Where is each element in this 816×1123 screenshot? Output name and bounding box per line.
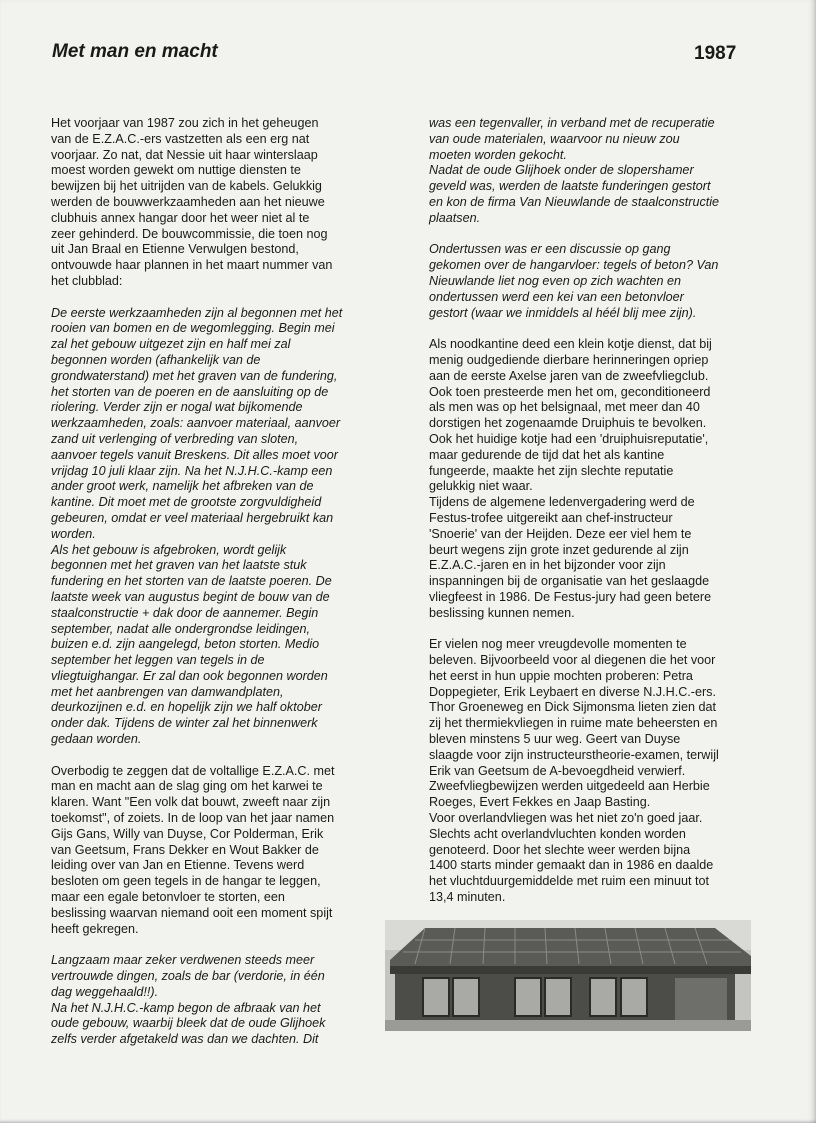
paragraph: was een tegenvaller, in verband met de recuperatie van oude materialen, waarvoor nu nieuw zou moeten worden gekocht. <box>429 116 715 162</box>
paragraph: Na het N.J.H.C.-kamp begon de afbraak van het oude gebouw, waarbij bleek dat de oude Glijhoek zelfs verder afgetakeld was dan we dachten. Dit <box>51 1000 326 1047</box>
clubhouse-photo <box>385 920 751 1031</box>
paragraph: Voor overlandvliegen was het niet zo'n goed jaar. Slechts acht overlandvluchten konden worden genoteerd. Door het slechte weer werden bijna 1400 starts minder gemaakt dan in 1986 en daalde het vluchtduurgemiddelde met ruim een minuut tot 13,4 minuten. <box>429 811 714 905</box>
left-column <box>51 116 369 1064</box>
page-title: Met man en macht <box>52 41 218 62</box>
paragraph: Langzaam maar zeker verdwenen steeds meer vertrouwde dingen, zoals de bar (verdorie, in één dag weggehaald!!). <box>51 953 325 999</box>
paragraph: Als noodkantine deed een klein kotje dienst, dat bij menig oudgediende dierbare herinneringen opriep aan de eerste Axelse jaren van de zweefvliegclub. Ook toen presteerde men het om, geconditioneerd als men was op het belsignaal, met meer dan 40 dorstigen het zogenaamde Druiphuis te bevolken. Ook het huidige kotje had een 'druiphuisreputatie', maar gedurende de tijd dat het als kantine fungeerde, maakte het zijn slechte reputatie gelukkig niet waar. <box>429 337 712 494</box>
paragraph: Tijdens de algemene ledenvergadering werd de Festus-trofee uitgereikt aan chef-instructeur 'Snoerie' van der Heijden. Deze eer viel hem te beurt wegens zijn grote inzet gedurende al zijn E.Z.A.C.-jaren en in het bijzonder voor zijn inspanningen bij de organisatie van het geslaagde vliegfeest in 1986. De Festus-jury had geen betere beslissing kunnen nemen. <box>429 495 712 620</box>
page-year: 1987 <box>694 43 737 64</box>
paragraph: Nadat de oude Glijhoek onder de slopershamer geveld was, werden de laatste funderingen gestort en kon de firma Van Nieuwlande de staalconstructie plaatsen. <box>429 163 720 225</box>
paragraph: Er vielen nog meer vreugdevolle momenten te beleven. Bijvoorbeeld voor al diegenen die het voor het eerst in hun uppie mochten proberen: Petra Doppegieter, Erik Leybaert en diverse N.J.H.C.-ers. Thor Groeneweg en Dick Sijmonsma lieten zien dat zij het thermiekvliegen in ruime mate beheersten en bleven minstens 5 uur weg. Geert van Duyse slaagde voor zijn instructeurstheorie-examen, terwijl Erik van Geetsum de A-bevoegdheid verwierf. Zweefvliegbewijzen werden uitgedeeld aan Herbie Roeges, Evert Fekkes en Jaap Basting. <box>429 637 719 810</box>
quote-paragraph: Als het gebouw is afgebroken, wordt gelijk begonnen met het graven van het laatste stuk fundering en het storten van de laatste poeren. De laatste week van augustus begint de bouw van de staalconstructie + dak door de aannemer. Begin september, nadat alle ondergrondse leidingen, buizen e.d. zijn aangelegd, beton storten. Medio september het leggen van tegels in de vliegtuighangar. Er zal dan ook begonnen worden met het aanbrengen van damwandplaten, deurkozijnen e.d. en hopelijk zijn we half oktober onder dak. Tijdens de winter zal het binnenwerk gedaan worden. <box>51 542 332 747</box>
quote-paragraph: De eerste werkzaamheden zijn al begonnen met het rooien van bomen en de wegomlegging. Begin mei zal het gebouw uitgezet zijn en half mei zal begonnen worden (afhankelijk van de grondwaterstand) met het graven van de fundering, het storten van de poeren en de aansluiting op de riolering. Verder zijn er nogal wat bijkomende werkzaamheden, zoals: aanvoer materiaal, aanvoer zand uit verlenging of verbreding van sloten, aanvoer tegels vanuit Breskens. Dit alles moet voor vrijdag 10 juli klaar zijn. Na het N.J.H.C.-kamp een ander groot werk, namelijk het afbreken van de kantine. Dit moet met de grootste zorgvuldigheid gebeuren, omdat er veel materiaal hergebruikt kan worden. <box>51 305 343 541</box>
paragraph: Overbodig te zeggen dat de voltallige E.Z.A.C. met man en macht aan de slag ging om het karwei te klaren. Want "Een volk dat bouwt, zweeft naar zijn toekomst", of zoiets. In de loop van het jaar namen Gijs Gans, Willy van Duyse, Cor Polderman, Erik van Geetsum, Frans Dekker en Wout Bakker de leiding over van Jan en Etienne. Tevens werd besloten om geen tegels in de hangar te leggen, maar een egale betonvloer te storten, een beslissing waarvan niemand ooit een moment spijt heeft gekregen. <box>51 763 335 936</box>
paragraph: Ondertussen was er een discussie op gang gekomen over de hangarvloer: tegels of beton? Van Nieuwlande liet nog even op zich wachten en ondertussen werd een kei van een betonvloer gestort (waar we inmiddels al héél blij mee zijn). <box>429 242 719 320</box>
right-column <box>429 116 751 922</box>
clubhouse-photo-image <box>385 920 751 1031</box>
paragraph: Het voorjaar van 1987 zou zich in het geheugen van de E.Z.A.C.-ers vastzetten als een erg nat voorjaar. Zo nat, dat Nessie uit haar winterslaap moest worden gewekt om nuttige diensten te bewijzen bij het uitrijden van de kabels. Gelukkig werden de bouwwerkzaamheden aan het nieuwe clubhuis annex hangar door het weer niet al te zeer gehinderd. De bouwcommissie, die toen nog uit Jan Braal en Etienne Verwulgen bestond, ontvouwde haar plannen in het maart nummer van het clubblad: <box>51 116 333 288</box>
